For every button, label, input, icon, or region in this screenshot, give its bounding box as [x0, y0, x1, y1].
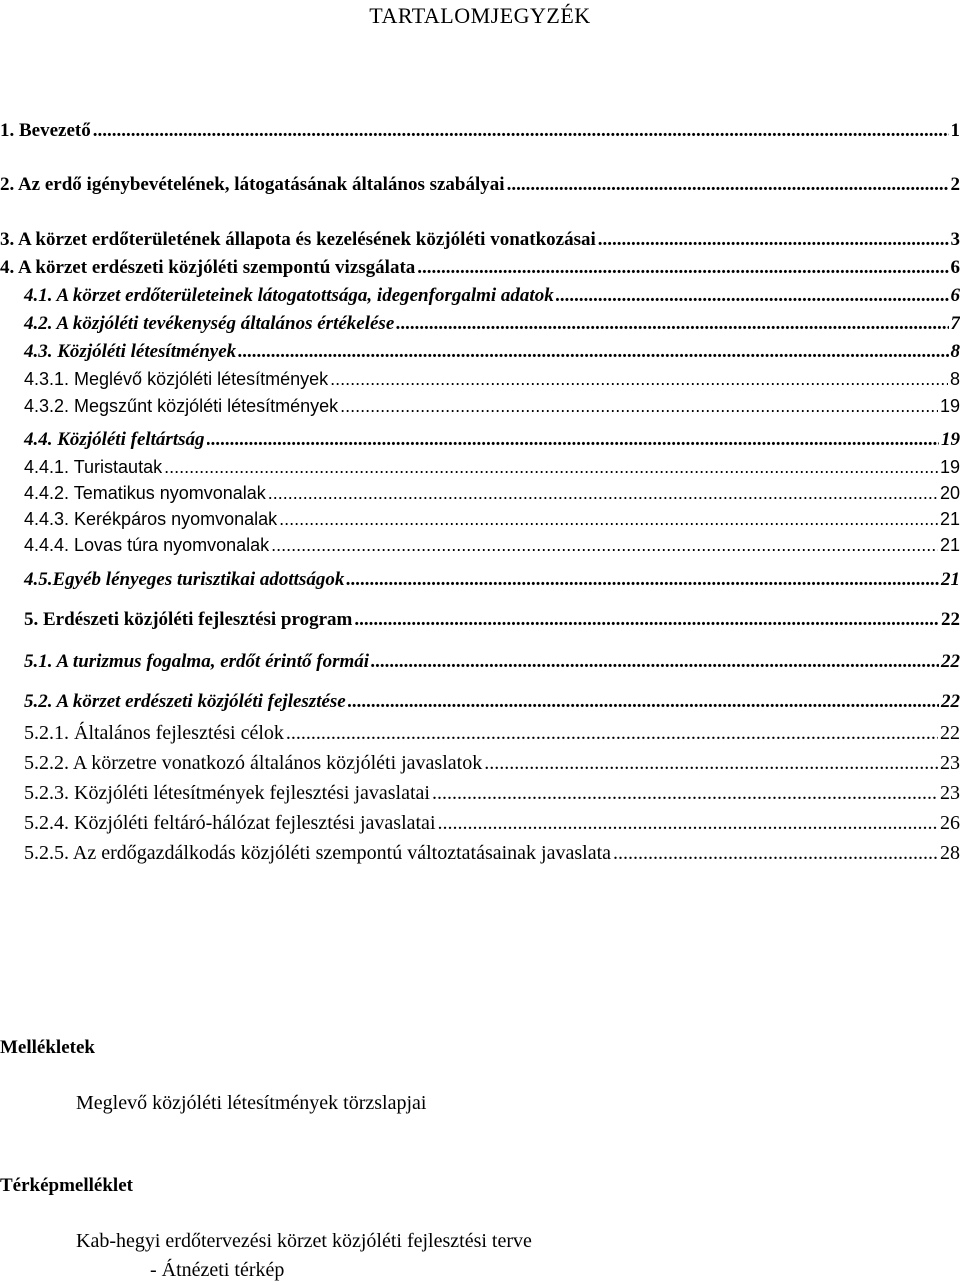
toc-entry-label: 5.2.3. Közjóléti létesítmények fejlesztési javaslatai — [24, 782, 430, 804]
toc-entry[interactable] — [24, 392, 960, 420]
toc-entry-page: 19 — [939, 396, 960, 416]
toc-entry[interactable] — [24, 531, 960, 559]
toc-entry-page: 21 — [939, 535, 960, 555]
toc-entry[interactable] — [24, 688, 960, 716]
toc-entry-page: 21 — [941, 569, 960, 590]
toc-leader — [268, 479, 938, 507]
toc-entry[interactable] — [24, 365, 960, 393]
toc-entry-page: 22 — [940, 722, 960, 744]
toc-entry-page: 22 — [941, 691, 960, 712]
toc-leader — [238, 338, 948, 366]
toc-leader — [613, 839, 938, 867]
toc-entry-page: 2 — [950, 174, 960, 195]
toc-leader — [354, 606, 939, 634]
toc-entry-label: 5.2.1. Általános fejlesztési célok — [24, 722, 284, 744]
toc-leader — [164, 453, 938, 481]
toc-entry-label: 4.4.2. Tematikus nyomvonalak — [24, 483, 266, 503]
toc-entry[interactable] — [24, 839, 960, 867]
toc-entry-page: 26 — [940, 812, 960, 834]
toc-entry-label: 5.2.2. A körzetre vonatkozó általános közjóléti javaslatok — [24, 752, 483, 774]
toc-entry-page: 8 — [950, 341, 960, 362]
toc-leader — [207, 426, 940, 454]
toc-leader — [371, 648, 939, 676]
toc-entry-page: 28 — [940, 842, 960, 864]
toc-entry-label: 3. A körzet erdőterületének állapota és kezelésének közjóléti vonatkozásai — [0, 229, 596, 250]
toc-entry-label: 4.4.3. Kerékpáros nyomvonalak — [24, 509, 278, 529]
toc-leader — [396, 310, 948, 338]
toc-entry[interactable] — [0, 226, 960, 254]
toc-entry-page: 6 — [950, 285, 960, 306]
toc-entry-label: 5.2. A körzet erdészeti közjóléti fejlesztése — [24, 691, 346, 712]
toc-entry-page: 6 — [950, 257, 960, 278]
toc-leader — [438, 809, 939, 837]
map-item: - Átnézeti térkép — [150, 1259, 285, 1281]
toc-entry[interactable] — [24, 426, 960, 454]
toc-entry[interactable] — [24, 505, 960, 533]
toc-entry[interactable] — [24, 719, 960, 747]
toc-entry[interactable] — [24, 779, 960, 807]
toc-entry-page: 1 — [950, 120, 960, 141]
toc-entry[interactable] — [24, 282, 960, 310]
toc-entry-label: 4.4. Közjóléti feltártság — [24, 429, 205, 450]
toc-entry-label: 4. A körzet erdészeti közjóléti szempontú vizsgálata — [0, 257, 416, 278]
toc-entry[interactable] — [0, 117, 960, 145]
toc-entry-page: 3 — [950, 229, 960, 250]
toc-leader — [598, 226, 949, 254]
toc-entry-page: 7 — [950, 313, 960, 334]
toc-entry[interactable] — [24, 310, 960, 338]
toc-entry-page: 8 — [949, 369, 960, 389]
toc-entry-label: 4.3.1. Meglévő közjóléti létesítmények — [24, 369, 329, 389]
toc-entry-label: 5.2.5. Az erdőgazdálkodás közjóléti szempontú változtatásainak javaslata — [24, 842, 612, 864]
toc-entry[interactable] — [24, 749, 960, 777]
toc-entry-label: 5.2.4. Közjóléti feltáró-hálózat fejlesztési javaslatai — [24, 812, 436, 834]
document-title: TARTALOMJEGYZÉK — [369, 3, 591, 28]
toc-entry-page: 23 — [940, 782, 960, 804]
toc-leader — [93, 117, 949, 145]
toc-entry[interactable] — [24, 809, 960, 837]
toc-entry-label: 1. Bevezető — [0, 120, 91, 141]
toc-entry-page: 19 — [939, 457, 960, 477]
toc-entry[interactable] — [24, 479, 960, 507]
toc-leader — [340, 392, 938, 420]
appendix-item: Meglevő közjóléti létesítmények törzslapjai — [76, 1092, 427, 1114]
appendices-heading: Mellékletek — [0, 1037, 95, 1058]
toc-leader — [417, 254, 948, 282]
toc-leader — [348, 688, 939, 716]
toc-entry-page: 22 — [941, 609, 960, 630]
toc-leader — [484, 749, 938, 777]
toc-leader — [432, 779, 938, 807]
toc-entry[interactable] — [24, 606, 960, 634]
toc-entry-label: 4.1. A körzet erdőterületeinek látogatottsága, idegenforgalmi adatok — [24, 285, 554, 306]
toc-entry[interactable] — [0, 171, 960, 199]
toc-entry[interactable] — [24, 453, 960, 481]
toc-leader — [279, 505, 938, 533]
toc-entry-page: 19 — [941, 429, 960, 450]
toc-entry[interactable] — [0, 254, 960, 282]
toc-leader — [330, 365, 948, 393]
toc-entry[interactable] — [24, 338, 960, 366]
toc-entry-page: 21 — [939, 509, 960, 529]
toc-leader — [286, 719, 938, 747]
toc-leader — [271, 531, 938, 559]
toc-entry[interactable] — [24, 566, 960, 594]
toc-entry-label: 5. Erdészeti közjóléti fejlesztési program — [24, 609, 353, 630]
toc-entry-label: 4.2. A közjóléti tevékenység általános értékelése — [24, 313, 395, 334]
toc-leader — [507, 171, 949, 199]
map-item: Kab-hegyi erdőtervezési körzet közjóléti fejlesztési terve — [76, 1230, 532, 1252]
toc-entry-label: 4.5.Egyéb lényeges turisztikai adottságok — [24, 569, 345, 590]
toc-entry-page: 20 — [939, 483, 960, 503]
toc-entry-label: 4.4.1. Turistautak — [24, 457, 163, 477]
toc-entry-label: 4.3.2. Megszűnt közjóléti létesítmények — [24, 396, 339, 416]
toc-entry-label: 5.1. A turizmus fogalma, erdőt érintő formái — [24, 651, 370, 672]
toc-entry-label: 2. Az erdő igénybevételének, látogatásának általános szabályai — [0, 174, 505, 195]
toc-entry-page: 22 — [941, 651, 960, 672]
maps-heading: Térképmelléklet — [0, 1175, 133, 1196]
toc-entry[interactable] — [24, 648, 960, 676]
toc-leader — [346, 566, 939, 594]
toc-entry-label: 4.4.4. Lovas túra nyomvonalak — [24, 535, 270, 555]
toc-leader — [556, 282, 949, 310]
toc-entry-page: 23 — [940, 752, 960, 774]
toc-entry-label: 4.3. Közjóléti létesítmények — [24, 341, 237, 362]
